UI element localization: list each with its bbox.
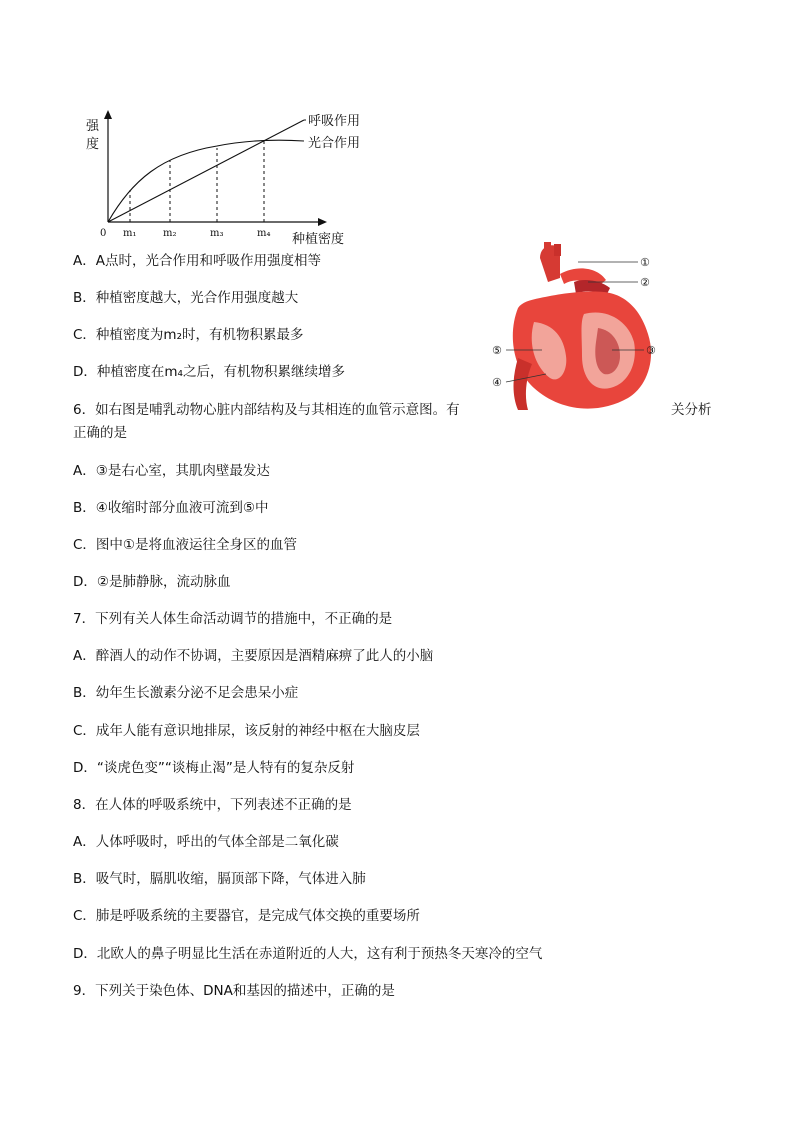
option-7c: C．成年人能有意识地排尿，该反射的神经中枢在大脑皮层 xyxy=(73,723,420,739)
heart-label-1: ① xyxy=(640,256,650,269)
heart-label-2: ② xyxy=(640,276,650,289)
option-6d: D．②是肺静脉，流动脉血 xyxy=(73,574,231,590)
question-6-continued: 正确的是 xyxy=(73,425,127,441)
question-6: 6．如右图是哺乳动物心脏内部结构及与其相连的血管示意图。有 xyxy=(73,402,460,418)
vessel-top-1 xyxy=(544,242,551,256)
question-8: 8．在人体的呼吸系统中，下列表述不正确的是 xyxy=(73,797,352,813)
option-7a: A．醉酒人的动作不协调，主要原因是酒精麻痹了此人的小脑 xyxy=(73,648,434,664)
tick-m3: m₃ xyxy=(210,228,224,239)
density-chart xyxy=(82,110,382,250)
y-axis-arrow xyxy=(104,110,112,119)
origin-label: 0 xyxy=(100,228,107,239)
option-7d: D．“谈虎色变”“谈梅止渴”是人特有的复杂反射 xyxy=(73,760,355,776)
series-label-respiration: 呼吸作用 xyxy=(308,114,361,129)
option-5a: A．A点时，光合作用和呼吸作用强度相等 xyxy=(73,253,321,269)
option-6c: C．图中①是将血液运往全身区的血管 xyxy=(73,537,298,553)
heart-label-3: ③ xyxy=(646,344,656,357)
tick-m2: m₂ xyxy=(163,228,177,239)
y-axis-label-bottom: 度 xyxy=(86,137,100,152)
option-5b: B．种植密度越大，光合作用强度越大 xyxy=(73,290,299,306)
heart-diagram xyxy=(488,238,668,418)
option-8d: D．北欧人的鼻子明显比生活在赤道附近的人大，这有利于预热冬天寒冷的空气 xyxy=(73,946,543,962)
x-axis-label: 种植密度 xyxy=(292,232,345,247)
heart-svg xyxy=(488,238,668,418)
chart-svg xyxy=(82,110,382,250)
series-label-photosynthesis: 光合作用 xyxy=(308,136,361,151)
option-6a: A．③是右心室，其肌肉壁最发达 xyxy=(73,463,270,479)
option-7b: B．幼年生长激素分泌不足会患呆小症 xyxy=(73,685,299,701)
y-axis-label-top: 强 xyxy=(86,119,100,134)
option-8b: B．吸气时，膈肌收缩，膈顶部下降，气体进入肺 xyxy=(73,871,366,887)
series-photosynthesis-curve xyxy=(108,140,304,222)
tick-m4: m₄ xyxy=(257,228,271,239)
option-8c: C．肺是呼吸系统的主要器官，是完成气体交换的重要场所 xyxy=(73,908,420,924)
tick-m1: m₁ xyxy=(123,228,137,239)
question-6-tail: 关分析 xyxy=(671,402,712,418)
question-7: 7．下列有关人体生命活动调节的措施中，不正确的是 xyxy=(73,611,393,627)
vena-cava xyxy=(514,358,533,410)
question-9: 9．下列关于染色体、DNA和基因的描述中，正确的是 xyxy=(73,983,395,999)
series-respiration-line xyxy=(108,120,304,222)
option-8a: A．人体呼吸时，呼出的气体全部是二氧化碳 xyxy=(73,834,339,850)
heart-label-5: ⑤ xyxy=(492,344,502,357)
heart-label-4: ④ xyxy=(492,376,502,389)
vessel-top-2 xyxy=(554,244,561,256)
option-6b: B．④收缩时部分血液可流到⑤中 xyxy=(73,500,269,516)
option-5d: D．种植密度在m₄之后，有机物积累继续增多 xyxy=(73,364,345,380)
option-5c: C．种植密度为m₂时，有机物积累最多 xyxy=(73,327,304,343)
x-axis-arrow xyxy=(318,218,327,226)
